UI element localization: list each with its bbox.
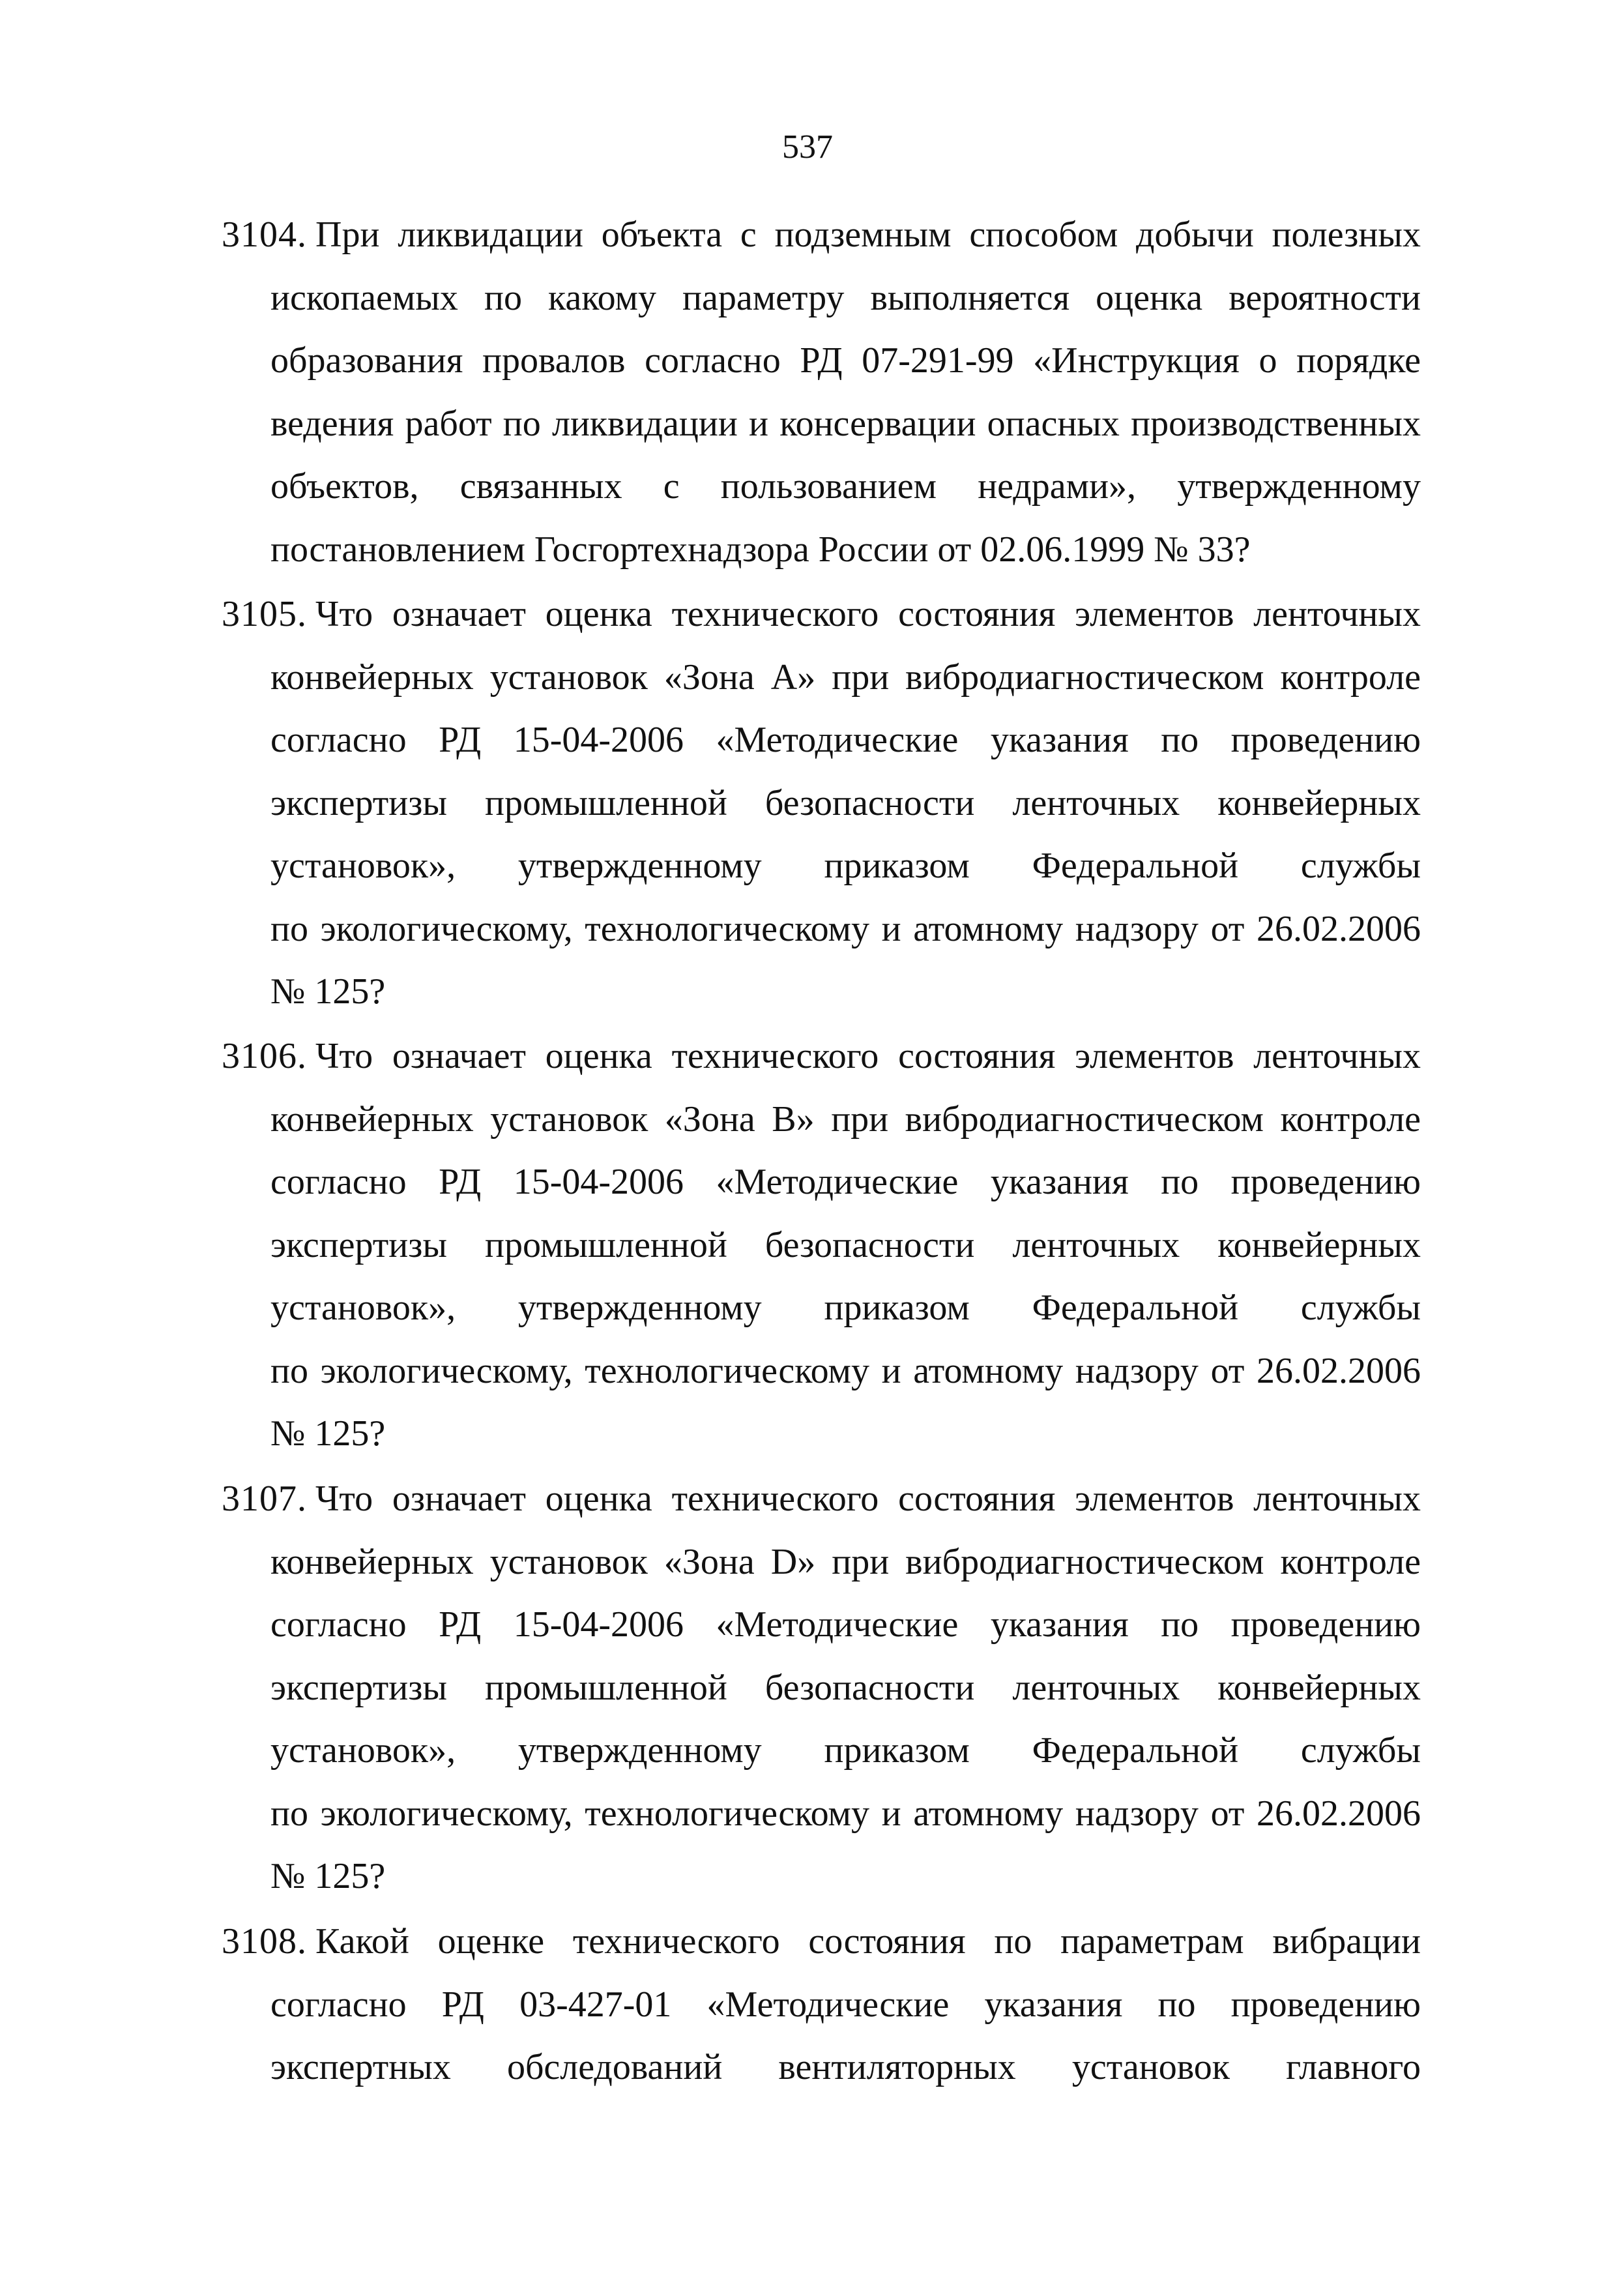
question-line: согласно РД 15-04-2006 «Методические указания по проведению — [270, 1604, 1421, 1645]
question-line: ископаемых по какому параметру выполняется оценка вероятности — [270, 277, 1421, 318]
question-3108 — [222, 1910, 1421, 2099]
question-line: № 125? — [270, 1413, 386, 1454]
question-line: № 125? — [270, 1856, 386, 1896]
question-line: по экологическому, технологическому и атомному надзору от 26.02.2006 — [270, 908, 1421, 949]
question-text — [222, 583, 1421, 1023]
question-3106 — [222, 1025, 1421, 1465]
question-number: 3107. — [222, 1479, 307, 1519]
question-line: по экологическому, технологическому и атомному надзору от 26.02.2006 — [270, 1793, 1421, 1834]
question-line: объектов, связанных с пользованием недрами», утвержденному — [270, 466, 1421, 507]
question-line: согласно РД 03-427-01 «Методические указания по проведению — [270, 1984, 1421, 2025]
question-line: № 125? — [270, 971, 386, 1012]
question-line: экспертных обследований вентиляторных установок главного — [270, 2047, 1421, 2087]
question-line: экспертизы промышленной безопасности ленточных конвейерных — [270, 1224, 1421, 1265]
question-text — [222, 1025, 1421, 1465]
question-line: по экологическому, технологическому и атомному надзору от 26.02.2006 — [270, 1350, 1421, 1391]
question-line: конвейерных установок «Зона D» при вибродиагностическом контроле — [270, 1541, 1421, 1582]
question-line: Что означает оценка технического состояния элементов ленточных — [315, 1479, 1421, 1519]
question-number: 3105. — [222, 594, 307, 634]
question-text — [222, 1467, 1421, 1908]
question-text — [222, 1910, 1421, 2099]
question-line: экспертизы промышленной безопасности ленточных конвейерных — [270, 782, 1421, 823]
question-number: 3106. — [222, 1036, 307, 1076]
page-number: 537 — [782, 128, 833, 166]
question-line: Что означает оценка технического состояния элементов ленточных — [315, 1036, 1421, 1076]
question-3107 — [222, 1467, 1421, 1908]
question-line: ведения работ по ликвидации и консервации опасных производственных — [270, 403, 1421, 444]
question-line: согласно РД 15-04-2006 «Методические указания по проведению — [270, 720, 1421, 760]
question-line: Какой оценке технического состояния по параметрам вибрации — [315, 1921, 1421, 1962]
question-number: 3108. — [222, 1921, 307, 1962]
question-text — [222, 203, 1421, 581]
question-line: установок», утвержденному приказом Федеральной службы — [270, 1288, 1421, 1328]
question-line: Что означает оценка технического состояния элементов ленточных — [315, 594, 1421, 634]
question-number: 3104. — [222, 214, 307, 255]
question-line: конвейерных установок «Зона А» при вибродиагностическом контроле — [270, 656, 1421, 698]
question-line: экспертизы промышленной безопасности ленточных конвейерных — [270, 1667, 1421, 1708]
question-3105 — [222, 583, 1421, 1023]
question-line: установок», утвержденному приказом Федеральной службы — [270, 846, 1421, 886]
question-line: согласно РД 15-04-2006 «Методические указания по проведению — [270, 1162, 1421, 1202]
question-line: образования провалов согласно РД 07-291-99 «Инструкция о порядке — [270, 340, 1421, 381]
question-3104 — [222, 203, 1421, 581]
question-line: постановлением Госгортехнадзора России от 02.06.1999 № 33? — [270, 529, 1251, 570]
question-line: установок», утвержденному приказом Федеральной службы — [270, 1730, 1421, 1771]
question-line: конвейерных установок «Зона В» при вибродиагностическом контроле — [270, 1098, 1421, 1140]
question-line: При ликвидации объекта с подземным способом добычи полезных — [315, 214, 1421, 255]
